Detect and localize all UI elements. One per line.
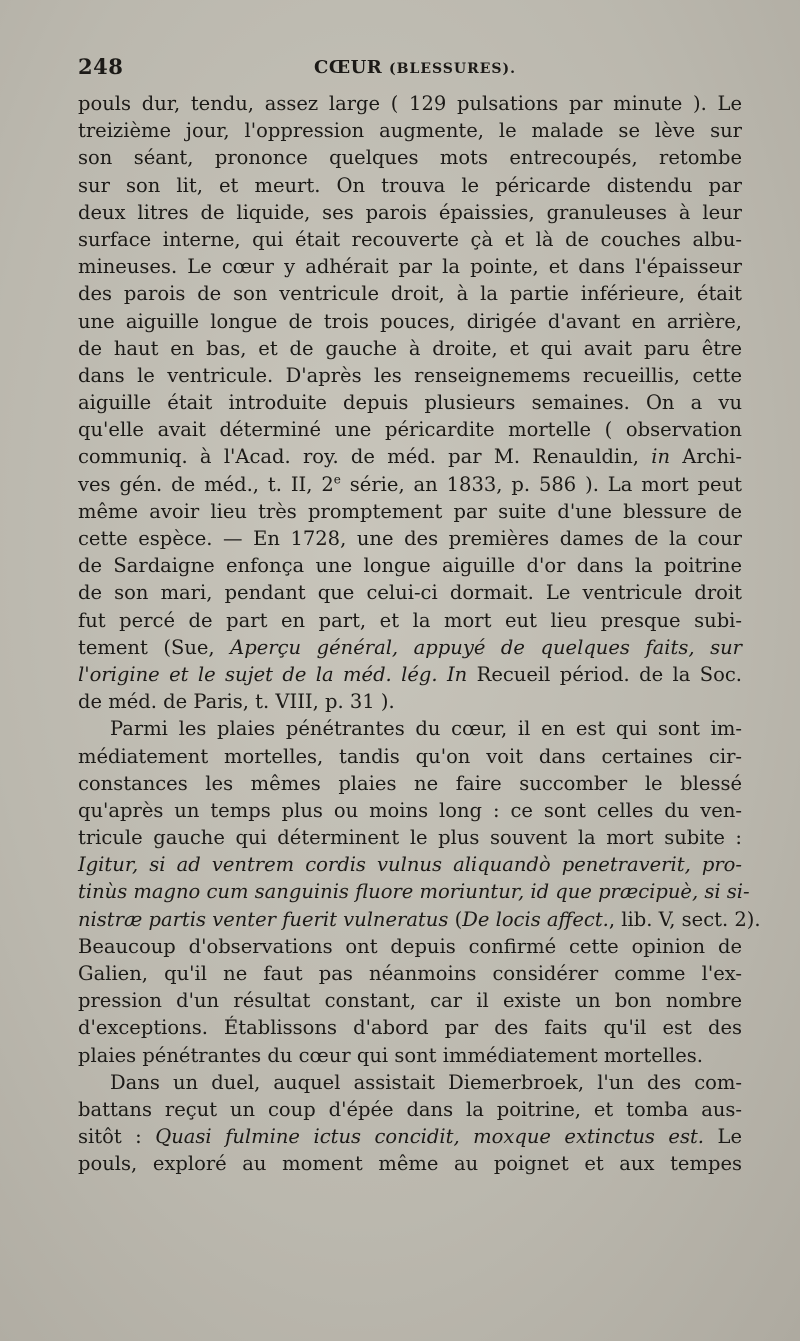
body-text <box>78 90 761 1178</box>
italic-run: nistræ partis venter fuerit vulneratus <box>78 907 449 931</box>
page-header <box>78 54 742 88</box>
text-line <box>78 851 742 878</box>
italic-run: In <box>446 662 468 686</box>
text-line: de Sardaigne enfonça une longue aiguille d'or dans la poitrine <box>78 554 742 578</box>
text-line: pouls, exploré au moment même au poignet et aux tempes <box>78 1152 742 1176</box>
text-line: deux litres de liquide, ses parois épaissies, granuleuses à leur <box>78 200 742 224</box>
text-line: une aiguille longue de trois pouces, dirigée d'avant en arrière, <box>78 309 742 333</box>
text-line: surface interne, qui était recouverte çà et là de couches albu- <box>78 227 742 251</box>
italic-run: De locis affect. <box>462 907 609 931</box>
text-line: treizième jour, l'oppression augmente, le malade se lève sur <box>78 119 742 143</box>
text-line: qu'elle avait déterminé une péricardite mortelle ( observation <box>78 418 742 442</box>
text-line: qu'après un temps plus ou moins long : ce sont celles du ven- <box>78 798 742 822</box>
text-line <box>78 661 742 688</box>
text-run: série, an 1833, p. 586 ). La mort peut <box>340 472 742 496</box>
running-title-sub: (BLESSURES). <box>389 61 517 77</box>
text-line: pouls dur, tendu, assez large ( 129 pulsations par minute ). Le <box>78 92 742 115</box>
page-number: 248 <box>78 54 124 79</box>
text-line: mineuses. Le cœur y adhérait par la pointe, et dans l'épaisseur <box>78 255 742 279</box>
italic-run: tinùs magno cum sanguinis fluore moriuntur, id que præcipuè, si si- <box>78 880 750 904</box>
text-run: , lib. V, sect. 2). <box>608 907 761 931</box>
text-line: des parois de son ventricule droit, à la partie inférieure, était <box>78 282 742 306</box>
text-line <box>78 878 750 905</box>
text-line: Dans un duel, auquel assistait Diemerbroek, l'un des com- <box>110 1070 742 1094</box>
superscript: e <box>333 472 341 487</box>
italic-run: l'origine et le sujet de la méd. lég. <box>78 662 447 686</box>
text-line <box>78 688 742 715</box>
text-line: d'exceptions. Établissons d'abord par des faits qu'il est des <box>78 1016 742 1040</box>
text-line: médiatement mortelles, tandis qu'on voit dans certaines cir- <box>78 744 742 768</box>
text-line: sur son lit, et meurt. On trouva le péricarde distendu par <box>78 173 742 197</box>
text-line: tricule gauche qui déterminent le plus souvent la mort subite : <box>78 826 742 850</box>
text-line: Parmi les plaies pénétrantes du cœur, il en est qui sont im- <box>110 717 742 741</box>
italic-run: Aperçu général, appuyé de quelques faits, sur <box>230 635 743 659</box>
italic-run: Igitur, si ad ventrem cordis vulnus aliquandò penetraverit, pro- <box>78 853 742 877</box>
text-line: Beaucoup d'observations ont depuis confirmé cette opinion de <box>78 934 742 958</box>
text-run: Le <box>704 1125 742 1149</box>
text-run: tement (Sue, <box>78 635 231 659</box>
text-line: pression d'un résultat constant, car il existe un bon nombre <box>78 989 742 1013</box>
text-line <box>78 1123 742 1150</box>
text-run: Archi- <box>670 445 742 469</box>
text-line: fut percé de part en part, et la mort eut lieu presque subi- <box>78 608 742 632</box>
text-line: de son mari, pendant que celui-ci dormait. Le ventricule droit <box>78 581 742 605</box>
text-line: aiguille était introduite depuis plusieurs semaines. On a vu <box>78 391 742 415</box>
text-run: communiq. à l'Acad. roy. de méd. par M. Renauldin, <box>78 445 652 469</box>
text-line <box>78 634 742 661</box>
text-line: constances les mêmes plaies ne faire succomber le blessé <box>78 771 742 795</box>
text-line: battans reçut un coup d'épée dans la poitrine, et tomba aus- <box>78 1097 742 1121</box>
text-run: ( <box>448 907 463 931</box>
roman-numeral: II <box>290 472 307 496</box>
text-run: , p. 31 ). <box>312 690 395 714</box>
text-line: même avoir lieu très promptement par suite d'une blessure de <box>78 499 742 523</box>
text-line: Galien, qu'il ne faut pas néanmoins considérer comme l'ex- <box>78 962 742 985</box>
text-run: sitôt : <box>78 1125 156 1149</box>
italic-run: in <box>651 445 671 469</box>
text-run: Recueil périod. de la Soc. <box>467 662 742 686</box>
text-line <box>78 906 761 933</box>
text-line <box>78 443 742 470</box>
text-line: son séant, prononce quelques mots entrecoupés, retombe <box>78 146 742 170</box>
running-title-main: CŒUR <box>314 57 383 78</box>
text-line <box>78 471 742 498</box>
text-run: , 2 <box>306 472 334 496</box>
text-line: de haut en bas, et de gauche à droite, et qui avait paru être <box>78 336 742 360</box>
running-title <box>314 57 516 78</box>
italic-run: Quasi fulmine ictus concidit, moxque extinctus est. <box>155 1125 704 1149</box>
text-run: de méd. de Paris, t. <box>78 690 276 714</box>
text-line: dans le ventricule. D'après les renseignemems recueillis, cette <box>78 363 742 387</box>
text-line: plaies pénétrantes du cœur qui sont immédiatement mortelles. <box>78 1043 703 1067</box>
roman-numeral: VIII <box>275 690 313 714</box>
text-line: cette espèce. — En 1728, une des premières dames de la cour <box>78 527 742 550</box>
text-run: ves gén. de méd., t. <box>78 472 291 496</box>
